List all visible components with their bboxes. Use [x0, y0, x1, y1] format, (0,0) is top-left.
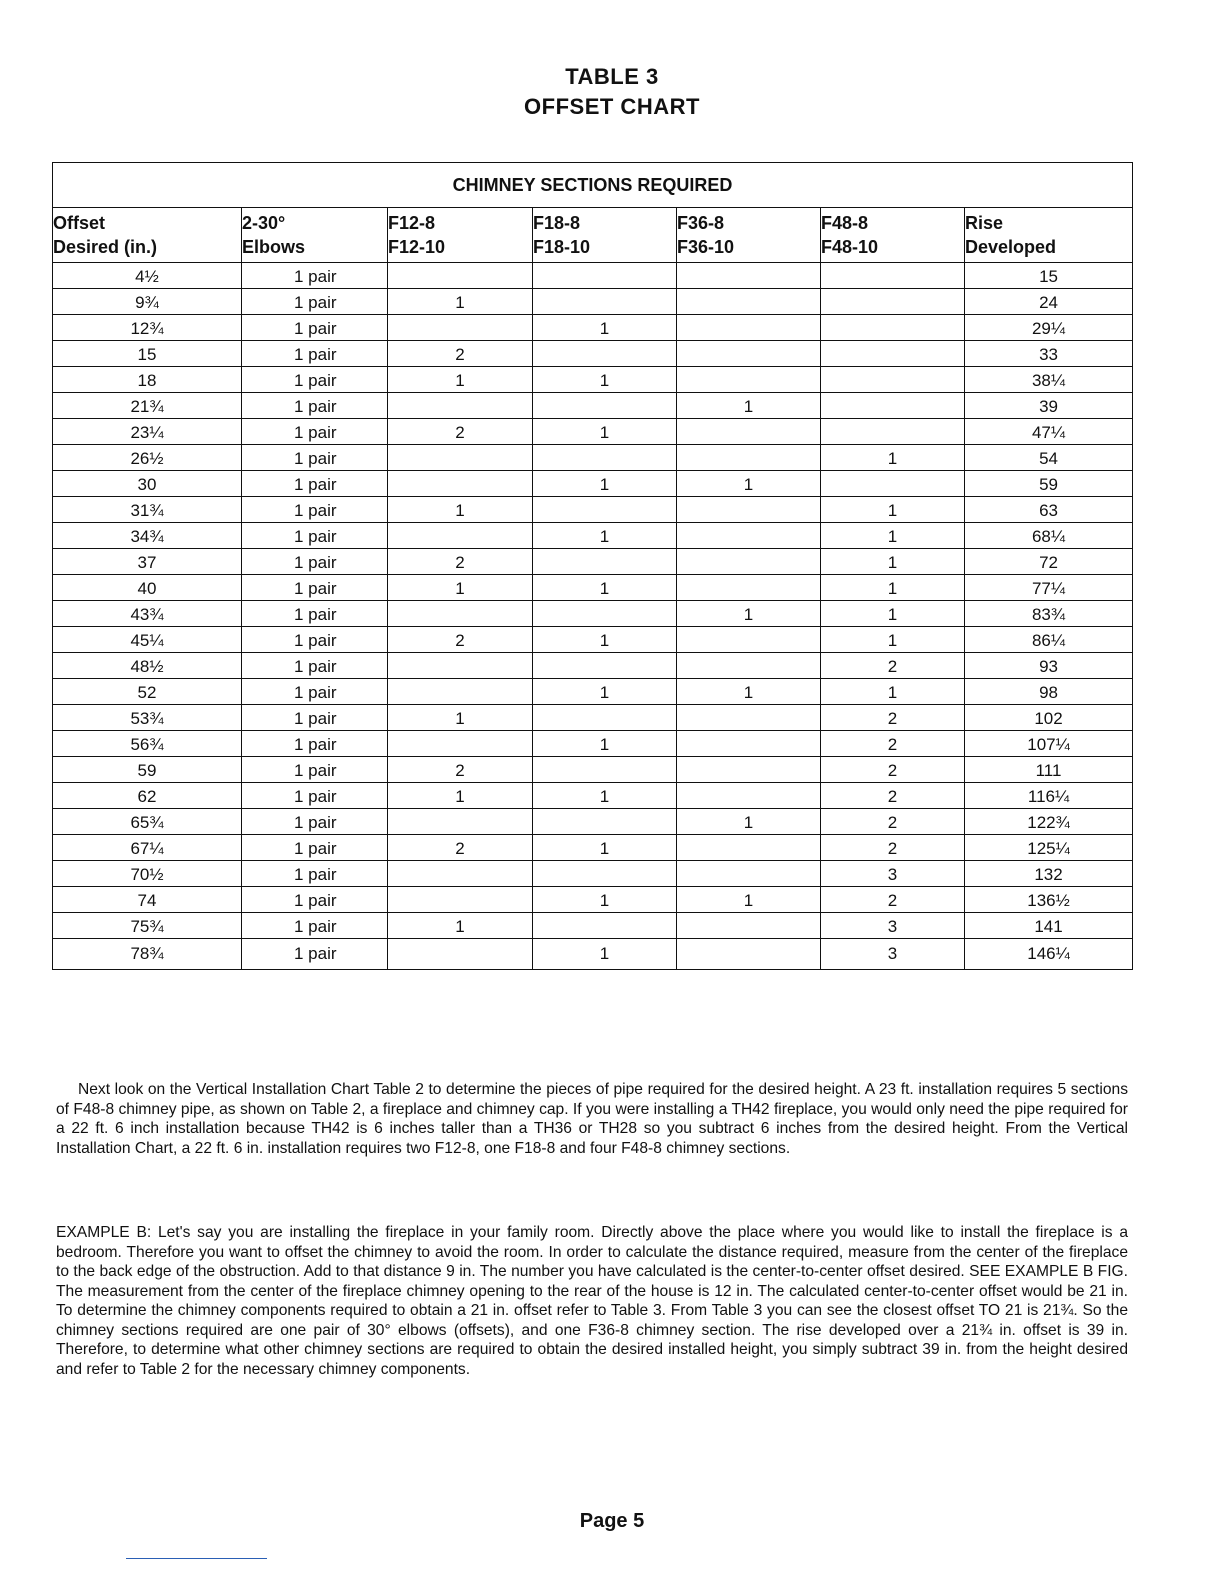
cell-f36: [677, 653, 821, 679]
cell-f36: [677, 783, 821, 809]
cell-elbows: 1 pair: [242, 705, 388, 731]
column-header-line: F36-8: [677, 213, 725, 233]
cell-f18: [533, 757, 677, 783]
column-header-elbows: [242, 208, 388, 263]
cell-f18: 1: [533, 731, 677, 757]
cell-offset: 65¾: [53, 809, 242, 835]
table-body: [53, 263, 1133, 970]
table-row: [53, 887, 1133, 913]
cell-elbows: 1 pair: [242, 627, 388, 653]
cell-offset: 56¾: [53, 731, 242, 757]
cell-offset: 45¼: [53, 627, 242, 653]
cell-f48: 1: [821, 575, 965, 601]
cell-f12: [388, 393, 533, 419]
cell-rise: 98: [965, 679, 1133, 705]
cell-elbows: 1 pair: [242, 887, 388, 913]
cell-f36: [677, 575, 821, 601]
cell-elbows: 1 pair: [242, 445, 388, 471]
cell-f18: 1: [533, 471, 677, 497]
table-row: [53, 289, 1133, 315]
cell-elbows: 1 pair: [242, 341, 388, 367]
cell-elbows: 1 pair: [242, 471, 388, 497]
cell-f12: 1: [388, 575, 533, 601]
cell-f12: 2: [388, 419, 533, 445]
cell-f18: 1: [533, 783, 677, 809]
cell-rise: 47¼: [965, 419, 1133, 445]
column-header-line: Elbows: [242, 237, 306, 257]
cell-f48: 2: [821, 783, 965, 809]
cell-f12: 1: [388, 367, 533, 393]
cell-elbows: 1 pair: [242, 575, 388, 601]
cell-offset: 78¾: [53, 939, 242, 970]
cell-rise: 24: [965, 289, 1133, 315]
cell-f18: 1: [533, 315, 677, 341]
cell-f36: 1: [677, 471, 821, 497]
column-header-line: F36-10: [677, 237, 735, 257]
cell-f18: [533, 393, 677, 419]
cell-f18: 1: [533, 419, 677, 445]
cell-f12: 1: [388, 497, 533, 523]
cell-offset: 53¾: [53, 705, 242, 731]
cell-elbows: 1 pair: [242, 289, 388, 315]
cell-f18: [533, 705, 677, 731]
cell-f12: 1: [388, 705, 533, 731]
cell-f48: 3: [821, 939, 965, 970]
cell-f18: [533, 809, 677, 835]
cell-elbows: 1 pair: [242, 679, 388, 705]
table-subtitle: OFFSET CHART: [524, 94, 700, 119]
cell-f18: 1: [533, 367, 677, 393]
cell-rise: 125¼: [965, 835, 1133, 861]
cell-rise: 136½: [965, 887, 1133, 913]
cell-f12: [388, 653, 533, 679]
cell-f36: [677, 497, 821, 523]
column-header-offset: [53, 208, 242, 263]
cell-f48: [821, 341, 965, 367]
cell-rise: 33: [965, 341, 1133, 367]
paragraph-vertical-installation: Next look on the Vertical Installation Chart Table 2 to determine the pieces of pipe required for the desired height. A 23 ft. installation requires 5 sections of F48-8 chimney pipe, as shown on Table 2, a fireplace and chimney cap. If you were installing a TH42 fireplace, you would only need the pipe required for a 22 ft. 6 inch installation because TH42 is 6 inches taller than a TH36 or TH28 so you subtract 6 inches from the desired height. From the Vertical Installation Chart, a 22 ft. 6 in. installation requires two F12-8, one F18-8 and four F48-8 chimney sections.: [56, 1081, 1128, 1157]
cell-f48: 1: [821, 549, 965, 575]
cell-f36: [677, 731, 821, 757]
cell-offset: 75¾: [53, 913, 242, 939]
cell-offset: 43¾: [53, 601, 242, 627]
cell-f48: 2: [821, 731, 965, 757]
cell-f36: [677, 757, 821, 783]
page-number: Page 5: [579, 1510, 645, 1532]
cell-f48: [821, 289, 965, 315]
table-row: [53, 783, 1133, 809]
cell-f48: [821, 419, 965, 445]
column-header-line: Offset: [53, 213, 106, 233]
cell-rise: 59: [965, 471, 1133, 497]
column-header-line: F18-8: [533, 213, 581, 233]
cell-f18: [533, 549, 677, 575]
cell-f36: [677, 315, 821, 341]
cell-f18: 1: [533, 835, 677, 861]
cell-f36: [677, 861, 821, 887]
table-row: [53, 367, 1133, 393]
cell-f36: [677, 549, 821, 575]
cell-rise: 141: [965, 913, 1133, 939]
cell-f12: [388, 939, 533, 970]
cell-f18: 1: [533, 575, 677, 601]
column-header-row: [53, 208, 1133, 263]
cell-offset: 62: [53, 783, 242, 809]
cell-elbows: 1 pair: [242, 497, 388, 523]
cell-f48: 2: [821, 705, 965, 731]
table-row: [53, 939, 1133, 970]
cell-rise: 122¾: [965, 809, 1133, 835]
column-header-f12: [388, 208, 533, 263]
cell-f18: [533, 601, 677, 627]
cell-offset: 30: [53, 471, 242, 497]
cell-offset: 23¼: [53, 419, 242, 445]
table-row: [53, 731, 1133, 757]
cell-f18: [533, 653, 677, 679]
column-header-f48: [821, 208, 965, 263]
cell-elbows: 1 pair: [242, 809, 388, 835]
offset-chart-table: [52, 162, 1133, 970]
cell-f12: [388, 887, 533, 913]
table-row: [53, 757, 1133, 783]
cell-f12: 2: [388, 757, 533, 783]
cell-f48: 1: [821, 679, 965, 705]
table-row: [53, 471, 1133, 497]
cell-f18: [533, 289, 677, 315]
cell-offset: 31¾: [53, 497, 242, 523]
table-row: [53, 653, 1133, 679]
cell-f18: [533, 445, 677, 471]
column-header-line: Developed: [965, 237, 1057, 257]
column-header-f36: [677, 208, 821, 263]
cell-elbows: 1 pair: [242, 731, 388, 757]
cell-f48: 1: [821, 523, 965, 549]
cell-elbows: 1 pair: [242, 913, 388, 939]
cell-rise: 68¼: [965, 523, 1133, 549]
cell-f48: 3: [821, 861, 965, 887]
cell-f12: [388, 679, 533, 705]
cell-f48: [821, 315, 965, 341]
table-row: [53, 679, 1133, 705]
cell-f12: 2: [388, 627, 533, 653]
table-row: [53, 445, 1133, 471]
cell-elbows: 1 pair: [242, 419, 388, 445]
cell-f12: [388, 315, 533, 341]
cell-rise: 86¼: [965, 627, 1133, 653]
cell-f18: 1: [533, 679, 677, 705]
column-header-line: F48-10: [821, 237, 879, 257]
table-row: [53, 627, 1133, 653]
column-header-line: F12-10: [388, 237, 446, 257]
table-row: [53, 549, 1133, 575]
cell-elbows: 1 pair: [242, 549, 388, 575]
cell-elbows: 1 pair: [242, 263, 388, 289]
cell-f36: 1: [677, 601, 821, 627]
cell-f48: 1: [821, 627, 965, 653]
column-header-rise: [965, 208, 1133, 263]
cell-f48: [821, 393, 965, 419]
cell-offset: 40: [53, 575, 242, 601]
cell-f36: [677, 939, 821, 970]
table-row: [53, 341, 1133, 367]
cell-f18: 1: [533, 627, 677, 653]
cell-f12: [388, 263, 533, 289]
cell-f18: [533, 913, 677, 939]
cell-offset: 48½: [53, 653, 242, 679]
cell-offset: 52: [53, 679, 242, 705]
cell-elbows: 1 pair: [242, 861, 388, 887]
table-row: [53, 705, 1133, 731]
cell-elbows: 1 pair: [242, 653, 388, 679]
cell-offset: 21¾: [53, 393, 242, 419]
cell-f36: [677, 627, 821, 653]
cell-rise: 146¼: [965, 939, 1133, 970]
cell-f36: 1: [677, 393, 821, 419]
table-row: [53, 263, 1133, 289]
cell-f12: [388, 445, 533, 471]
cell-rise: 132: [965, 861, 1133, 887]
cell-offset: 70½: [53, 861, 242, 887]
table-row: [53, 861, 1133, 887]
table-title: TABLE 3: [565, 64, 659, 89]
cell-elbows: 1 pair: [242, 757, 388, 783]
chimney-sections-header: CHIMNEY SECTIONS REQUIRED: [53, 163, 1133, 208]
cell-offset: 74: [53, 887, 242, 913]
cell-f48: 2: [821, 887, 965, 913]
cell-f12: [388, 471, 533, 497]
cell-f12: 2: [388, 835, 533, 861]
cell-rise: 15: [965, 263, 1133, 289]
table-row: [53, 809, 1133, 835]
cell-f48: 1: [821, 601, 965, 627]
cell-elbows: 1 pair: [242, 367, 388, 393]
cell-elbows: 1 pair: [242, 393, 388, 419]
cell-f12: 2: [388, 549, 533, 575]
cell-f36: 1: [677, 809, 821, 835]
cell-elbows: 1 pair: [242, 783, 388, 809]
cell-f18: 1: [533, 523, 677, 549]
table-row: [53, 913, 1133, 939]
cell-f48: [821, 471, 965, 497]
cell-rise: 38¼: [965, 367, 1133, 393]
cell-rise: 111: [965, 757, 1133, 783]
cell-f36: [677, 523, 821, 549]
cell-elbows: 1 pair: [242, 939, 388, 970]
cell-offset: 9¾: [53, 289, 242, 315]
column-header-f18: [533, 208, 677, 263]
cell-f48: 1: [821, 497, 965, 523]
cell-f36: [677, 341, 821, 367]
cell-offset: 37: [53, 549, 242, 575]
paragraph-example-b: EXAMPLE B: Let's say you are installing the fireplace in your family room. Directly above the place where you would like to install the fireplace is a bedroom. Therefore you want to offset the chimney to avoid the room. In order to calculate the distance required, measure from the center of the fireplace to the back edge of the obstruction. Add to that distance 9 in. The number you have calculated is the center-to-center offset desired. SEE EXAMPLE B FIG. The measurement from the center of the fireplace chimney opening to the rear of the house is 12 in. The calculated center-to-center offset would be 21 in. To determine the chimney components required to obtain a 21 in. offset refer to Table 3. From Table 3 you can see the closest offset TO 21 is 21¾. So the chimney sections required are one pair of 30° elbows (offsets), and one F36-8 chimney section. The rise developed over a 21¾ in. offset is 39 in. Therefore, to determine what other chimney sections are required to obtain the desired installed height, you simply subtract 39 in. from the height desired and refer to Table 2 for the necessary chimney components.: [56, 1224, 1128, 1378]
cell-elbows: 1 pair: [242, 315, 388, 341]
cell-f18: [533, 497, 677, 523]
cell-f12: 1: [388, 289, 533, 315]
cell-f48: [821, 367, 965, 393]
cell-offset: 4½: [53, 263, 242, 289]
cell-f48: 3: [821, 913, 965, 939]
cell-f36: [677, 263, 821, 289]
cell-f12: 2: [388, 341, 533, 367]
column-header-line: Desired (in.): [53, 237, 158, 257]
cell-f12: [388, 523, 533, 549]
cell-rise: 93: [965, 653, 1133, 679]
cell-rise: 107¼: [965, 731, 1133, 757]
cell-f36: [677, 705, 821, 731]
cell-rise: 83¾: [965, 601, 1133, 627]
cell-rise: 116¼: [965, 783, 1133, 809]
footnote-divider: [126, 1558, 267, 1559]
cell-offset: 12¾: [53, 315, 242, 341]
cell-offset: 67¼: [53, 835, 242, 861]
column-header-line: Rise: [965, 213, 1004, 233]
cell-f36: [677, 289, 821, 315]
cell-f18: [533, 861, 677, 887]
cell-offset: 59: [53, 757, 242, 783]
cell-rise: 39: [965, 393, 1133, 419]
cell-rise: 54: [965, 445, 1133, 471]
cell-f48: 1: [821, 445, 965, 471]
cell-elbows: 1 pair: [242, 523, 388, 549]
cell-rise: 63: [965, 497, 1133, 523]
column-header-line: F18-10: [533, 237, 591, 257]
cell-f12: [388, 731, 533, 757]
cell-offset: 34¾: [53, 523, 242, 549]
table-row: [53, 523, 1133, 549]
table-row: [53, 601, 1133, 627]
cell-f12: 1: [388, 913, 533, 939]
cell-elbows: 1 pair: [242, 601, 388, 627]
cell-f36: [677, 913, 821, 939]
cell-f12: [388, 809, 533, 835]
cell-offset: 26½: [53, 445, 242, 471]
cell-f48: 2: [821, 653, 965, 679]
cell-f48: 2: [821, 835, 965, 861]
table-row: [53, 393, 1133, 419]
cell-f12: 1: [388, 783, 533, 809]
cell-f48: [821, 263, 965, 289]
cell-f36: [677, 367, 821, 393]
table-row: [53, 497, 1133, 523]
cell-f36: [677, 835, 821, 861]
column-header-line: F12-8: [388, 213, 436, 233]
column-header-line: 2-30°: [242, 213, 286, 233]
cell-f48: 2: [821, 809, 965, 835]
column-header-line: F48-8: [821, 213, 869, 233]
cell-f18: [533, 341, 677, 367]
cell-rise: 102: [965, 705, 1133, 731]
cell-f36: [677, 445, 821, 471]
cell-rise: 72: [965, 549, 1133, 575]
cell-f48: 2: [821, 757, 965, 783]
cell-f36: 1: [677, 887, 821, 913]
cell-f18: [533, 263, 677, 289]
cell-offset: 18: [53, 367, 242, 393]
cell-f36: [677, 419, 821, 445]
cell-rise: 77¼: [965, 575, 1133, 601]
cell-f12: [388, 861, 533, 887]
cell-f18: 1: [533, 939, 677, 970]
table-row: [53, 315, 1133, 341]
cell-elbows: 1 pair: [242, 835, 388, 861]
table-row: [53, 419, 1133, 445]
table-row: [53, 835, 1133, 861]
cell-offset: 15: [53, 341, 242, 367]
table-row: [53, 575, 1133, 601]
cell-rise: 29¼: [965, 315, 1133, 341]
cell-f36: 1: [677, 679, 821, 705]
cell-f12: [388, 601, 533, 627]
cell-f18: 1: [533, 887, 677, 913]
